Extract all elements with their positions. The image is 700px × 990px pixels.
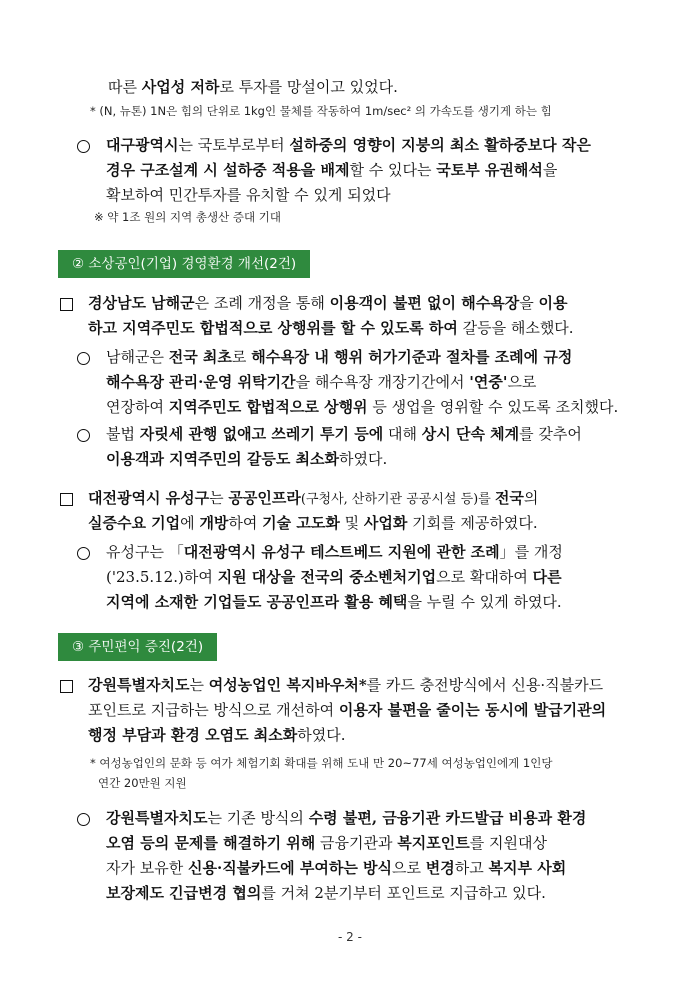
daegu-note: ※ 약 1조 원의 지역 총생산 증대 기대: [94, 210, 281, 224]
intro-footnote: * (N, 뉴톤) 1N은 힘의 단위로 1kg인 물체를 작동하여 1m/sec² 의 가속도를 생기게 하는 힘: [90, 104, 552, 118]
gangwon-line-1: 강원특별자치도는 여성농업인 복지바우처*를 카드 충전방식에서 신용·직불카드: [88, 676, 604, 694]
daegu-line-2: 경우 구조설계 시 설하중 적용을 배제할 수 있다는 국토부 유권해석을: [106, 161, 558, 179]
yuseong-line-2: 실증수요 기업에 개방하여 기술 고도화 및 사업화 기회를 제공하였다.: [88, 514, 538, 532]
yuseong-sub1-line-1: 유성구는 「대전광역시 유성구 테스트베드 지원에 관한 조례」를 개정: [106, 543, 563, 561]
circle-bullet-icon: [77, 429, 90, 442]
gangwon-sub1-line-2: 오염 등의 문제를 해결하기 위해 금융기관과 복지포인트를 지원대상: [106, 834, 547, 852]
namhae-line-2: 하고 지역주민도 합법적으로 상행위를 할 수 있도록 하여 갈등을 해소했다.: [88, 319, 574, 337]
page-number: - 2 -: [338, 930, 362, 944]
section-header-3: ③ 주민편익 증진(2건): [58, 633, 217, 661]
intro-line-1: 따른 사업성 저하로 투자를 망설이고 있었다.: [108, 78, 398, 96]
namhae-sub2-line-1: 불법 자릿세 관행 없애고 쓰레기 투기 등에 대해 상시 단속 체계를 갖추어: [106, 425, 582, 443]
circle-bullet-icon: [77, 813, 90, 826]
gangwon-footnote-2: 연간 20만원 지원: [98, 776, 187, 790]
namhae-sub2-line-2: 이용객과 지역주민의 갈등도 최소화하였다.: [106, 450, 388, 468]
square-bullet-icon: [60, 680, 73, 693]
yuseong-line-1: 대전광역시 유성구는 공공인프라(구청사, 산하기관 공공시설 등)를 전국의: [88, 489, 539, 507]
square-bullet-icon: [60, 298, 73, 311]
daegu-line-3: 확보하여 민간투자를 유치할 수 있게 되었다: [106, 186, 391, 204]
gangwon-line-2: 포인트로 지급하는 방식으로 개선하여 이용자 불편을 줄이는 동시에 발급기관의: [88, 701, 607, 719]
yuseong-sub1-line-3: 지역에 소재한 기업들도 공공인프라 활용 혜택을 누릴 수 있게 하였다.: [106, 593, 562, 611]
gangwon-sub1-line-4: 보장제도 긴급변경 협의를 거쳐 2분기부터 포인트로 지급하고 있다.: [106, 884, 546, 902]
namhae-sub1-line-3: 연장하여 지역주민도 합법적으로 상행위 등 생업을 영위할 수 있도록 조치했다.: [106, 398, 619, 416]
daegu-line-1: 대구광역시는 국토부로부터 설하중의 영향이 지붕의 최소 활하중보다 작은: [106, 136, 591, 154]
circle-bullet-icon: [77, 352, 90, 365]
section-header-2: ② 소상공인(기업) 경영환경 개선(2건): [58, 250, 310, 278]
namhae-line-1: 경상남도 남해군은 조례 개정을 통해 이용객이 불편 없이 해수욕장을 이용: [88, 294, 568, 312]
namhae-sub1-line-1: 남해군은 전국 최초로 해수욕장 내 행위 허가기준과 절차를 조례에 규정: [106, 348, 573, 366]
gangwon-footnote-1: * 여성농업인의 문화 등 여가 체험기회 확대를 위해 도내 만 20~77세 여성농업인에게 1인당: [90, 756, 553, 770]
yuseong-sub1-line-2: ('23.5.12.)하여 지원 대상을 전국의 중소벤처기업으로 확대하여 다른: [106, 568, 562, 586]
namhae-sub1-line-2: 해수욕장 관리·운영 위탁기간을 해수욕장 개장기간에서 '연중'으로: [106, 373, 537, 391]
square-bullet-icon: [60, 493, 73, 506]
gangwon-sub1-line-1: 강원특별자치도는 기존 방식의 수령 불편, 금융기관 카드발급 비용과 환경: [106, 809, 587, 827]
circle-bullet-icon: [77, 140, 90, 153]
circle-bullet-icon: [77, 547, 90, 560]
gangwon-sub1-line-3: 자가 보유한 신용·직불카드에 부여하는 방식으로 변경하고 복지부 사회: [106, 859, 567, 877]
gangwon-line-3: 행정 부담과 환경 오염도 최소화하였다.: [88, 726, 346, 744]
